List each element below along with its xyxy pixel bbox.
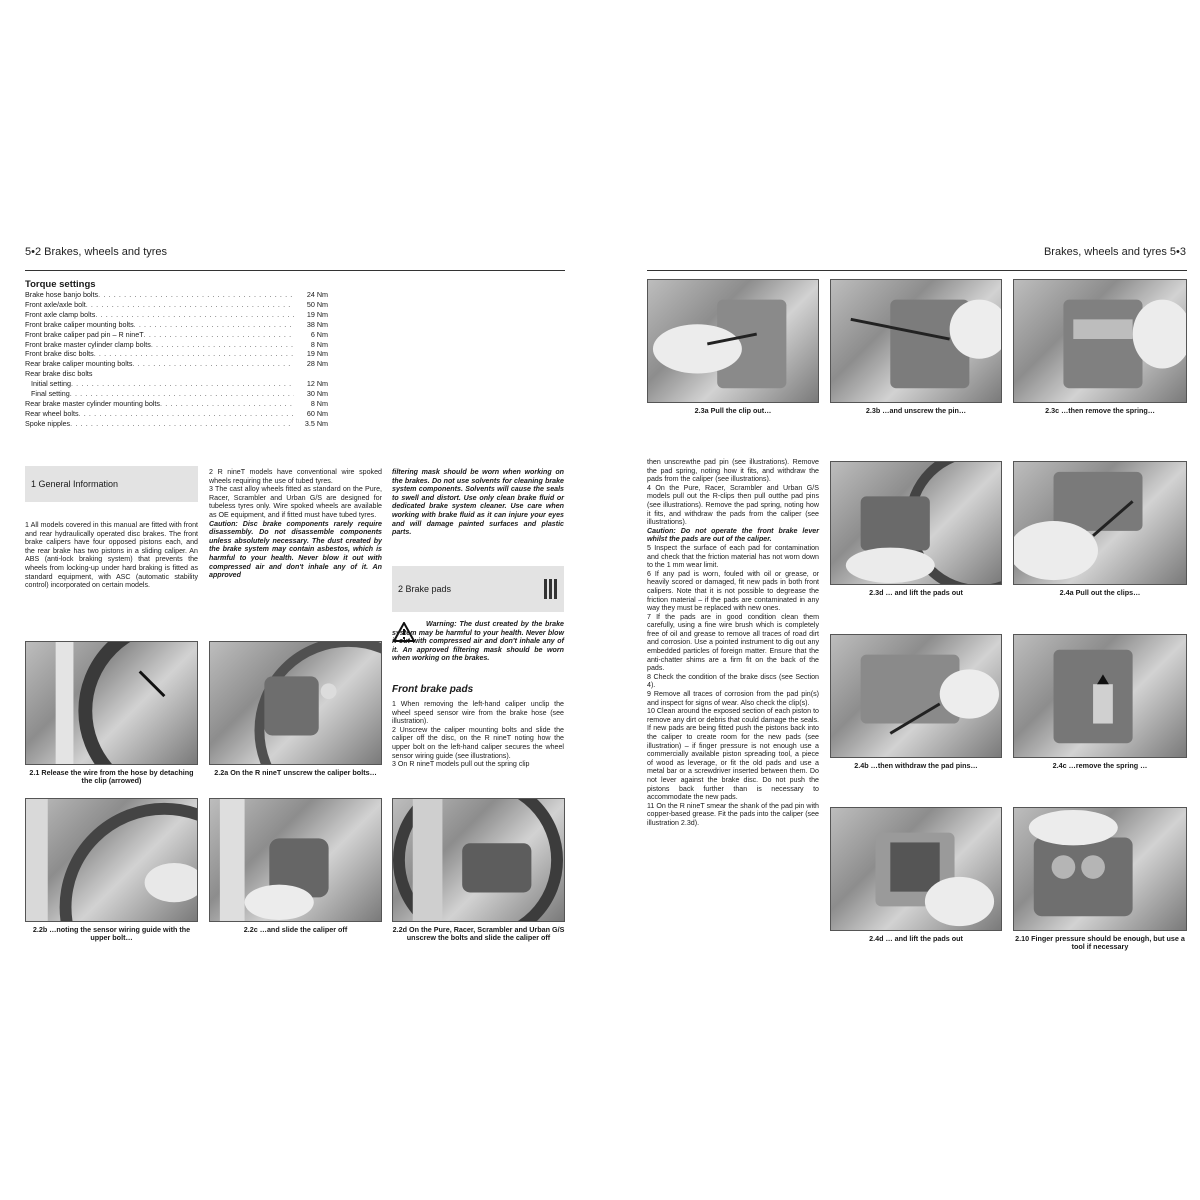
caption-2-2a: 2.2a On the R nineT unscrew the caliper bolts… [214,768,377,777]
spanner-difficulty-icon [542,576,558,602]
photo-2-2a [209,641,382,765]
torque-table [25,290,328,429]
pads-caution: Caution: Do not operate the front brake lever whilst the pads are out of the caliper. [647,526,819,544]
torque-settings [25,279,328,429]
torque-value: 24 Nm [306,290,328,299]
torque-row [25,369,328,379]
section-1-title: 1 General Information [31,479,119,489]
leader-dots [70,419,294,429]
leader-dots [132,359,294,369]
torque-row [25,340,328,350]
torque-value: 19 Nm [306,349,328,359]
torque-row [25,379,328,389]
caution-text-part2: filtering mask should be worn when working on the brakes. Do not use solvents for cleaning brake system components. Solvents will cause the seals to swell and distort. Use only clean brake fluid or dedicated brake system cleaner. Use care when working with brake fluid as it can injure your eyes and will damage painted surfaces and plastic parts. [392,468,564,537]
leader-dots [94,349,294,359]
torque-value: 30 Nm [306,389,328,399]
torque-value: 12 Nm [306,379,328,389]
general-info-para-3: 3 The cast alloy wheels fitted as standard on the Pure, Racer, Scrambler and Urban G/S are designed for tubeless tyres only. Wire spoked wheels are available as OE equipment, and if fitted must have tubed tyres. [209,485,382,519]
photo-2-3a [647,279,819,403]
leader-dots [71,379,294,389]
warning-block [392,620,564,663]
torque-label: Rear brake master cylinder mounting bolts [25,398,161,408]
col1-text [25,521,198,590]
col3-caution [392,468,564,537]
leader-dots [86,300,294,310]
section-2-title: 2 Brake pads [398,584,452,594]
torque-label: Front brake caliper mounting bolts [25,319,134,329]
torque-label: Front axle clamp bolts [25,309,96,319]
torque-row [25,399,328,409]
torque-row [25,310,328,320]
torque-label: Rear brake caliper mounting bolts [25,359,133,369]
right-running-head: Brakes, wheels and tyres 5•3 [1043,246,1186,258]
caption-2-2d: 2.2d On the Pure, Racer, Scrambler and Urban G/S unscrew the bolts and slide the caliper off [392,925,565,943]
torque-row [25,359,328,369]
torque-row [25,320,328,330]
pads-para-9: 9 Remove all traces of corrosion from the pad pin(s) and inspect for signs of wear. Also check the clip(s). [647,690,819,707]
photo-2-2d [392,798,565,922]
torque-label: Initial setting [31,379,71,389]
warning-text: Warning: The dust created by the brake system may be harmful to your health. Never blow it out with compressed air and don't inhale any of it. An approved filtering mask should be worn when working on the brakes. [392,620,564,663]
front-brake-pads-heading: Front brake pads [392,684,474,695]
torque-value: 8 Nm [310,339,328,349]
torque-row [25,300,328,310]
general-info-para-2: 2 R nineT models have conventional wire spoked wheels requiring the use of tubed tyres. [209,468,382,485]
torque-label: Spoke nipples [25,418,71,428]
torque-label: Brake hose banjo bolts [25,290,99,299]
right-header-rule [647,270,1187,271]
pads-para-6: 6 If any pad is worn, fouled with oil or grease, or heavily scored or damaged, fit new pads in both front calipers. Note that it is not possible to degrease the friction material – if the pads are contaminated in any way they must be replaced with new ones. [647,569,819,613]
pads-para-10: 10 Clean around the exposed section of each piston to remove any dirt or debris that could damage the seals. If new pads are being fitted push the pistons back into the caliper to create room for the new pads (see illustration) – if finger pressure is not enough use a commercially available piston spreading tool, a piece of wood as leverage, or fit the old pads and use a metal bar or a screwdriver inserted between them. Do not lever against the brake disc. Do not push the pistons back further than is necessary to accommodate the new pads. [647,707,819,802]
right-page [600,0,1200,1200]
torque-value: 8 Nm [310,398,328,408]
right-text-column [647,458,819,828]
left-header-rule [25,270,565,271]
torque-value: 19 Nm [306,309,328,319]
caption-2-10: 2.10 Finger pressure should be enough, but use a tool if necessary [1015,934,1185,952]
torque-value: 38 Nm [306,319,328,329]
photo-2-2c [209,798,382,922]
torque-value [294,369,328,379]
leader-dots [134,320,294,330]
photo-2-3d [830,461,1002,585]
caption-2-2c: 2.2c …and slide the caliper off [243,925,348,934]
torque-value: 50 Nm [306,299,328,309]
torque-value: 60 Nm [306,408,328,418]
leader-dots [160,399,294,409]
caption-2-4d: 2.4d … and lift the pads out [869,934,963,943]
torque-value: 28 Nm [306,359,328,369]
pads-para-3-cont: then unscrewthe pad pin (see illustrations). Remove the pad spring, noting how it fits, and withdraw the pads from the caliper (see illustrations). [647,458,819,484]
pads-para-3: 3 On R nineT models pull out the spring clip [392,760,530,769]
torque-row [25,349,328,359]
caption-2-4b: 2.4b …then withdraw the pad pins… [854,761,978,770]
caption-2-3d: 2.3d … and lift the pads out [869,588,963,597]
pads-para-7: 7 If the pads are in good condition clean them carefully, using a fine wire brush which is completely free of oil and grease to remove all traces of road dirt and corrosion. Use a pointed instrument to dig out any embedded particles of foreign matter. Ensure that the anti-chatter shims are a firm fit on the back of the pads. [647,612,819,673]
pads-para-8: 8 Check the condition of the brake discs (see Section 4). [647,672,819,690]
pads-para-4: 4 On the Pure, Racer, Scrambler and Urban G/S models pull out the R-clips then pull outthe pad pins (see illustrations). Remove the pad spring, noting how it fits, and withdraw the pads from the caliper (see illustrations). [647,483,819,527]
torque-label: Rear wheel bolts [25,408,79,418]
section-2-heading [392,566,564,612]
caution-text-part1: Caution: Disc brake components rarely require disassembly. Do not disassemble components unless absolutely necessary. The dust created by the brake system may contain asbestos, which is harmful to your health. Never blow it out with compressed air and don't inhale any of it. An approved [209,519,382,580]
torque-value: 3.5 Nm [304,418,328,428]
photo-2-4c [1013,634,1187,758]
pads-para-5: 5 Inspect the surface of each pad for contamination and check that the friction material has not worn down to the 1 mm wear limit. [647,543,819,570]
torque-value: 6 Nm [310,329,328,339]
photo-2-4d [830,807,1002,931]
col3-text [392,700,564,769]
torque-row [25,409,328,419]
torque-row [25,330,328,340]
caption-2-2b: 2.2b …noting the sensor wiring guide with the upper bolt… [32,925,191,943]
torque-title: Torque settings [25,279,96,290]
caption-2-4c: 2.4c …remove the spring … [1052,761,1148,770]
torque-row [25,389,328,399]
photo-2-1 [25,641,198,765]
caption-2-1: 2.1 Release the wire from the hose by detaching the clip (arrowed) [29,768,194,786]
pads-para-1: 1 When removing the left-hand caliper unclip the wheel speed sensor wire from the brake hose (see illustration). [392,700,564,726]
photo-2-2b [25,798,198,922]
section-1-heading [25,466,198,502]
photo-2-10 [1013,807,1187,931]
torque-label: Front brake disc bolts [25,349,94,359]
torque-label: Final setting [31,389,70,399]
photo-2-3c [1013,279,1187,403]
leader-dots [98,290,294,300]
torque-row [25,419,328,429]
pads-para-11: 11 On the R nineT smear the shank of the pad pin with copper-based grease. Fit the pads into the caliper (see illustration 2.3d). [647,801,819,827]
col2-text [209,468,382,580]
photo-2-3b [830,279,1002,403]
caption-2-3a: 2.3a Pull the clip out… [694,406,772,415]
left-running-head: 5•2 Brakes, wheels and tyres [25,246,168,258]
leader-dots [79,409,294,419]
leader-dots [95,310,294,320]
photo-2-4b [830,634,1002,758]
torque-label: Front brake caliper pad pin – R nineT [25,329,144,339]
torque-label: Front axle/axle bolt [25,299,86,309]
leader-dots [151,340,294,350]
caption-2-3c: 2.3c …then remove the spring… [1045,406,1155,415]
leader-dots [144,330,294,340]
caption-2-4a: 2.4a Pull out the clips… [1059,588,1141,597]
photo-2-4a [1013,461,1187,585]
torque-label: Rear brake disc bolts [25,369,93,379]
leader-dots [70,389,294,399]
pads-para-2: 2 Unscrew the caliper mounting bolts and slide the caliper off the disc, on the R nineT noting how the upper bolt on the left-hand caliper secures the wheel sensor wiring guide (see illustrations). [392,725,564,760]
torque-row [25,290,328,300]
torque-label: Front brake master cylinder clamp bolts [25,339,151,349]
caption-2-3b: 2.3b …and unscrew the pin… [865,406,967,415]
general-info-para-1: 1 All models covered in this manual are fitted with front and rear hydraulically operated disc brakes. The front brake calipers have four opposed pistons each, and the rear brake has two pistons in a sliding caliper. An ABS (anti-lock braking system) that prevents the wheels from locking-up under hard braking is fitted as standard equipment, with ASC (automatic stability control) incorporated on certain models. [25,521,198,590]
